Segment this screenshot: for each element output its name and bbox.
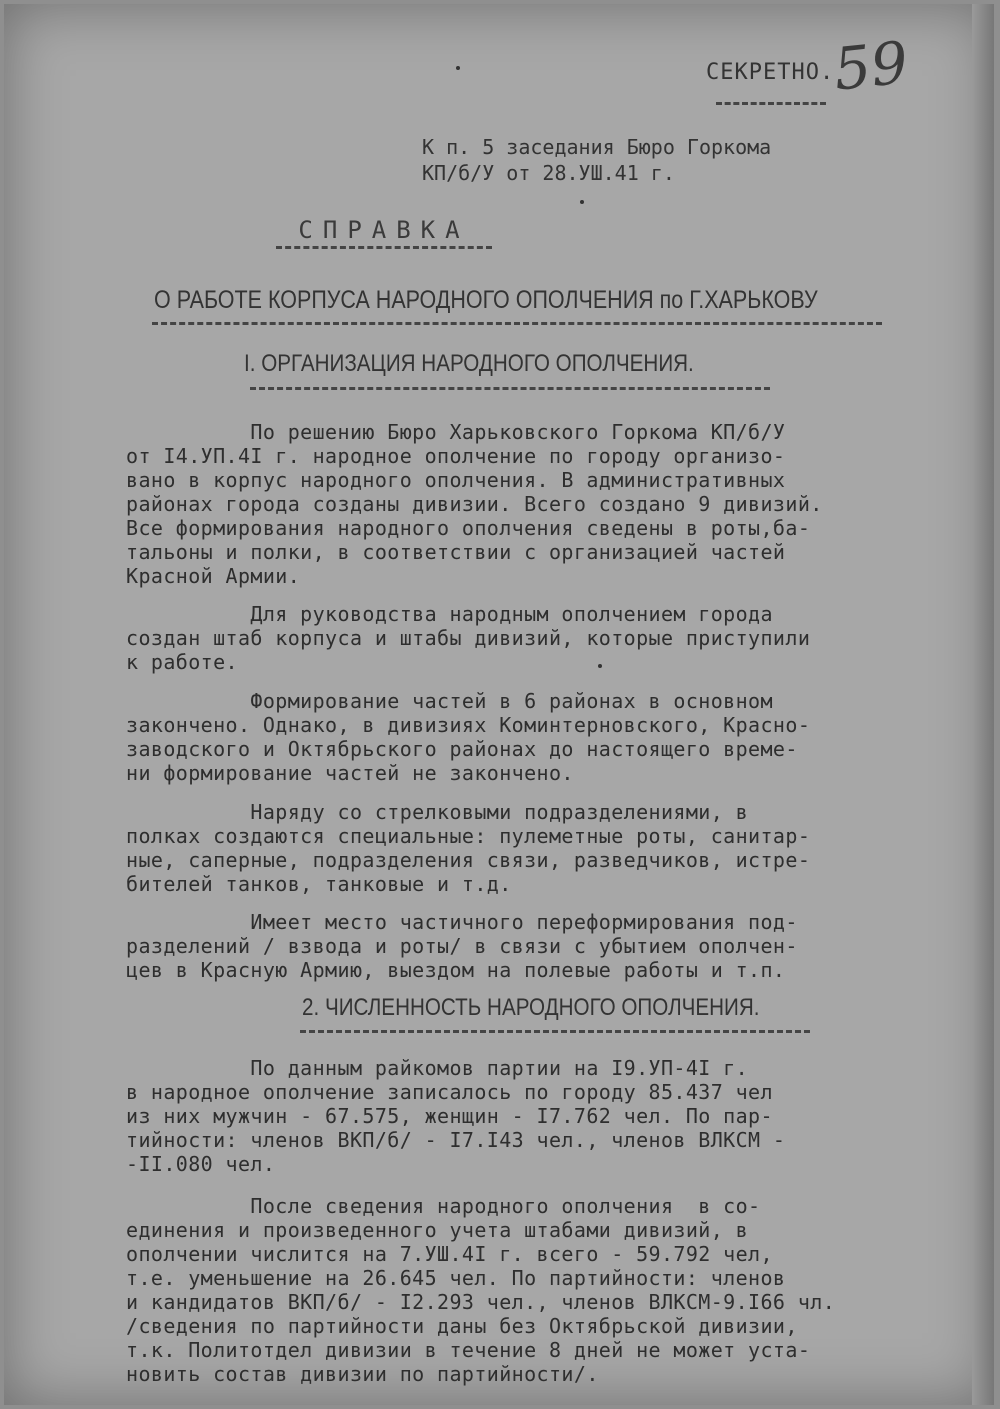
text-line: вано в корпус народного ополчения. В административных (126, 468, 786, 492)
secrecy-stamp: СЕКРЕТНО. (706, 60, 835, 85)
paragraph (126, 420, 956, 588)
text-line: Наряду со стрелковыми подразделениями, в (126, 800, 749, 824)
text-line: ни формирование частей не закончено. (126, 761, 574, 785)
text-line: из них мужчин - 67.575, женщин - I7.762 чел. По пар- (126, 1104, 773, 1128)
text-line: в народное ополчение записалось по городу 85.437 чел (126, 1080, 773, 1104)
paragraph (126, 689, 956, 785)
document-title: СПРАВКА (298, 216, 470, 244)
text-line: цев в Красную Армию, выездом на полевые работы и т.п. (126, 958, 786, 982)
text-line: бителей танков, танковые и т.д. (126, 872, 512, 896)
paragraph (126, 1056, 956, 1176)
paper-speck (456, 66, 460, 70)
text-line: тийности: членов ВКП/б/ - I7.I43 чел., членов ВЛКСМ - (126, 1128, 786, 1152)
text-line: т.е. уменьшение на 26.645 чел. По партийности: членов (126, 1266, 786, 1290)
text-line: тальоны и полки, в соответствии с организацией частей (126, 540, 786, 564)
text-line: -II.080 чел. (126, 1152, 276, 1176)
text-line: Имеет место частичного переформирования под- (126, 910, 798, 934)
text-line: Для руководства народным ополчением города (126, 602, 773, 626)
text-line: разделений / взвода и роты/ в связи с убытием ополчен- (126, 934, 798, 958)
text-line: к работе. (126, 650, 238, 674)
document-subtitle: О РАБОТЕ КОРПУСА НАРОДНОГО ОПОЛЧЕНИЯ по Г.ХАРЬКОВУ (154, 286, 818, 314)
text-line: районах города созданы дивизии. Всего создано 9 дивизий. (126, 492, 823, 516)
reference-line: КП/б/У от 28.УШ.41 г. (422, 161, 675, 185)
text-line: закончено. Однако, в дивизиях Коминтерновского, Красно- (126, 713, 811, 737)
text-line: По решению Бюро Харьковского Горкома КП/б/У (126, 420, 786, 444)
meeting-reference (422, 134, 862, 186)
section-heading-1: I. ОРГАНИЗАЦИЯ НАРОДНОГО ОПОЛЧЕНИЯ. (244, 350, 694, 377)
folio-number: 59 (830, 28, 912, 104)
text-line: полках создаются специальные: пулеметные роты, санитар- (126, 824, 811, 848)
text-line: Формирование частей в 6 районах в основном (126, 689, 773, 713)
subtitle-underline (152, 322, 882, 325)
text-line: т.к. Политотдел дивизии в течение 8 дней не может уста- (126, 1338, 811, 1362)
paragraph (126, 910, 956, 982)
text-line: Красной Армии. (126, 564, 301, 588)
text-line: /сведения по партийности даны без Октябрьской дивизии, (126, 1314, 798, 1338)
text-line: ные, саперные, подразделения связи, разведчиков, истре- (126, 848, 811, 872)
paragraph (126, 602, 956, 674)
text-line: ополчении числится на 7.УШ.4I г. всего - 59.792 чел, (126, 1242, 773, 1266)
text-line: от I4.УП.4I г. народное ополчение по городу организо- (126, 444, 786, 468)
text-line: создан штаб корпуса и штабы дивизий, которые приступили (126, 626, 811, 650)
text-line: единения и произведенного учета штабами дивизий, в (126, 1218, 749, 1242)
section-underline-2 (300, 1030, 810, 1033)
text-line: Все формирования народного ополчения сведены в роты,ба- (126, 516, 811, 540)
section-underline-1 (250, 387, 770, 390)
title-underline (276, 246, 492, 249)
text-line: По данным райкомов партии на I9.УП-4I г. (126, 1056, 749, 1080)
text-line: После сведения народного ополчения в со- (126, 1194, 761, 1218)
paragraph (126, 1194, 956, 1386)
reference-line: К п. 5 заседания Бюро Горкома (422, 135, 772, 159)
secrecy-underline (716, 102, 826, 105)
text-line: новить состав дивизии по партийности/. (126, 1362, 599, 1386)
paper-speck (580, 200, 584, 204)
document-page (4, 4, 994, 1405)
page-edge (972, 4, 994, 1405)
text-line: заводского и Октябрьского районах до настоящего време- (126, 737, 798, 761)
paragraph (126, 800, 956, 896)
section-heading-2: 2. ЧИСЛЕННОСТЬ НАРОДНОГО ОПОЛЧЕНИЯ. (302, 994, 760, 1021)
paper-speck (598, 664, 602, 668)
text-line: и кандидатов ВКП/б/ - I2.293 чел., членов ВЛКСМ-9.I66 чл. (126, 1290, 836, 1314)
